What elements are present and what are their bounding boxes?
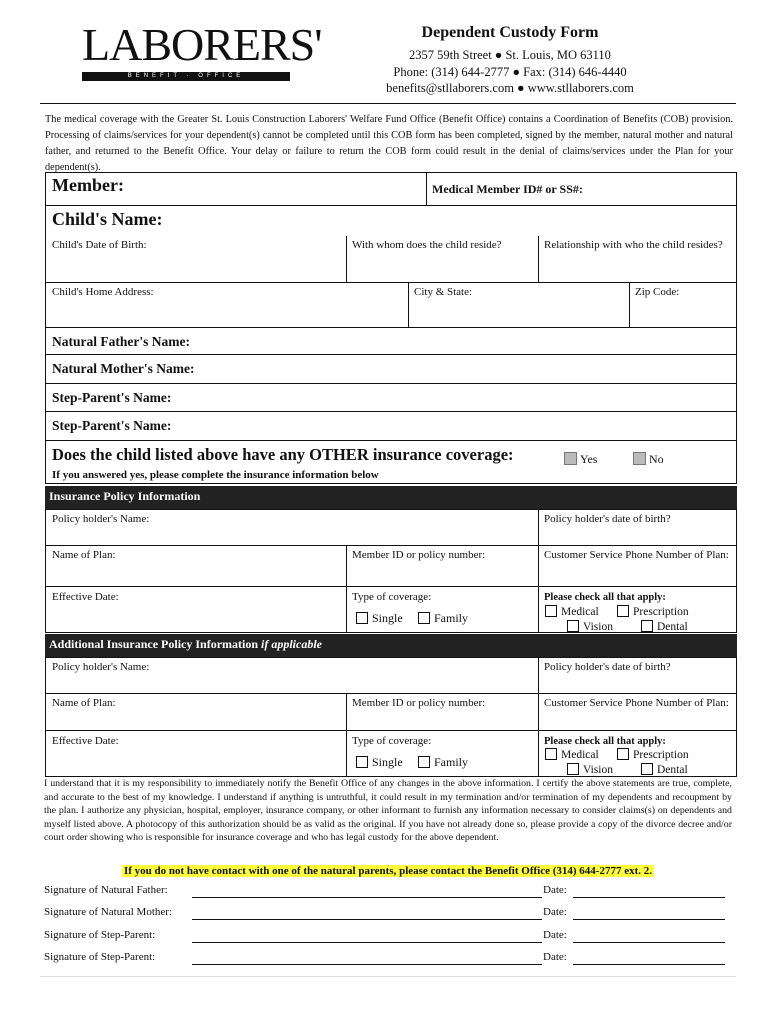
city-state-field[interactable]: City & State:	[414, 286, 473, 298]
policy-1-check-all-label: Please check all that apply:	[544, 592, 666, 603]
policy-1-plan-field[interactable]: Name of Plan:	[52, 549, 116, 561]
dental-checkbox[interactable]	[641, 620, 653, 632]
policy-1-holder-dob-field[interactable]: Policy holder's date of birth?	[544, 513, 671, 525]
policy-1-cs-phone-field[interactable]: Customer Service Phone Number of Plan:	[544, 549, 729, 561]
yes-option[interactable]	[560, 450, 601, 469]
father-signature-label: Signature of Natural Father:	[44, 884, 168, 896]
single-label: Single	[372, 611, 403, 625]
policy-2-cs-phone-field[interactable]: Customer Service Phone Number of Plan:	[544, 697, 729, 709]
policy-1-coverage-type-label: Type of coverage:	[352, 591, 432, 603]
footer-divider	[40, 976, 736, 977]
policy-2-holder-dob-field[interactable]: Policy holder's date of birth?	[544, 661, 671, 673]
mother-signature-label: Signature of Natural Mother:	[44, 906, 172, 918]
natural-father-field[interactable]: Natural Father's Name:	[52, 334, 190, 349]
single-checkbox[interactable]	[356, 756, 368, 768]
contact-note-row	[44, 861, 732, 879]
zip-code-field[interactable]: Zip Code:	[635, 286, 680, 298]
policy-2-family-option[interactable]	[414, 753, 472, 772]
policy-2-effective-date-field[interactable]: Effective Date:	[52, 735, 119, 747]
dental-label: Dental	[657, 764, 688, 776]
dental-label: Dental	[657, 621, 688, 633]
vision-label: Vision	[583, 621, 613, 633]
step-parent-2-signature-label: Signature of Step-Parent:	[44, 951, 156, 963]
vision-checkbox[interactable]	[567, 763, 579, 775]
prescription-label: Prescription	[633, 749, 689, 761]
contact-note: If you do not have contact with one of the natural parents, please contact the Benefit Office (314) 644-2777 ext. 2.	[123, 865, 653, 877]
medical-label: Medical	[561, 606, 599, 618]
policy-2-plan-field[interactable]: Name of Plan:	[52, 697, 116, 709]
single-checkbox[interactable]	[356, 612, 368, 624]
if-yes-instruction: If you answered yes, please complete the insurance information below	[52, 469, 379, 481]
no-option[interactable]	[629, 450, 668, 469]
child-name-field[interactable]: Child's Name:	[52, 209, 163, 229]
logo-subtitle: BENEFIT · OFFICE	[82, 72, 290, 81]
mother-signature-line[interactable]	[192, 919, 542, 920]
step-parent-2-date-label: Date:	[543, 951, 567, 963]
policy-2-single-option[interactable]	[352, 753, 407, 772]
policy-1-effective-date-field[interactable]: Effective Date:	[52, 591, 119, 603]
vision-label: Vision	[583, 764, 613, 776]
home-address-field[interactable]: Child's Home Address:	[52, 286, 154, 298]
mother-date-line[interactable]	[573, 919, 725, 920]
member-field[interactable]: Member:	[52, 175, 124, 195]
dental-checkbox[interactable]	[641, 763, 653, 775]
medical-checkbox[interactable]	[545, 748, 557, 760]
step-parent-1-signature-label: Signature of Step-Parent:	[44, 929, 156, 941]
other-insurance-question: Does the child listed above have any OTHER insurance coverage:	[52, 445, 514, 464]
prescription-label: Prescription	[633, 606, 689, 618]
logo-text: LABORERS'	[82, 19, 322, 70]
prescription-checkbox[interactable]	[617, 748, 629, 760]
family-label: Family	[434, 755, 469, 769]
policy-2-header	[45, 634, 737, 657]
laborers-logo	[82, 19, 322, 82]
child-dob-field[interactable]: Child's Date of Birth:	[52, 239, 147, 251]
header-divider	[40, 103, 736, 104]
policy-1-family-option[interactable]	[414, 609, 472, 628]
medical-checkbox[interactable]	[545, 605, 557, 617]
step-parent-1-field[interactable]: Step-Parent's Name:	[52, 390, 172, 405]
policy-1-title: Insurance Policy Information	[49, 489, 201, 503]
yes-checkbox[interactable]	[564, 452, 577, 465]
form-title: Dependent Custody Form	[421, 24, 599, 41]
policy-2-holder-field[interactable]: Policy holder's Name:	[52, 661, 150, 673]
office-phone-fax: Phone: (314) 644-2777 ● Fax: (314) 646-4440	[393, 65, 627, 79]
mother-date-label: Date:	[543, 906, 567, 918]
step-parent-2-date-line[interactable]	[573, 964, 725, 965]
policy-1-holder-field[interactable]: Policy holder's Name:	[52, 513, 150, 525]
policy-2-member-id-field[interactable]: Member ID or policy number:	[352, 697, 486, 709]
office-email-web: benefits@stllaborers.com ● www.stllaborers.com	[386, 81, 634, 95]
step-parent-2-field[interactable]: Step-Parent's Name:	[52, 418, 172, 433]
single-label: Single	[372, 755, 403, 769]
policy-1-member-id-field[interactable]: Member ID or policy number:	[352, 549, 486, 561]
certification-paragraph: I understand that it is my responsibility to immediately notify the Benefit Office of any changes in the above information. I certify the above statements are true, complete, and accurate to the best of my knowledge. I understand if anything is untruthful, it could result in my termination and/or termination of my dependents and recoupment by the plan. I authorize any physician, hospital, employer, insurance company, or other informant to furnish any information necessary to consider claims(s) on dependents and myself listed above. A photocopy of this authorization should be as valid as the original. If you have not already done so, please provide a copy of the divorce decree and/or court order showing who is responsible for insurance coverage and who has legal custody for the above dependent.	[44, 778, 732, 844]
step-parent-1-date-label: Date:	[543, 929, 567, 941]
member-id-field[interactable]: Medical Member ID# or SS#:	[432, 182, 583, 196]
step-parent-2-signature-line[interactable]	[192, 964, 542, 965]
reside-with-field[interactable]: With whom does the child reside?	[352, 239, 502, 251]
father-date-label: Date:	[543, 884, 567, 896]
family-label: Family	[434, 611, 469, 625]
office-address: 2357 59th Street ● St. Louis, MO 63110	[409, 48, 611, 62]
father-date-line[interactable]	[573, 897, 725, 898]
policy-1-header	[45, 486, 737, 509]
policy-2-title-suffix: if applicable	[261, 637, 322, 651]
policy-2-check-all-label: Please check all that apply:	[544, 736, 666, 747]
intro-paragraph: The medical coverage with the Greater St. Louis Construction Laborers' Welfare Fund Office (Benefit Office) contains a Coordination of Benefits (COB) provision. Processing of claims/services for your dependent(s) cannot be completed until this COB form has been completed, signed by the member, natural mother and natural father, and returned to the Benefit Office. Your delay or failure to return the COB form could result in the denial of claims/services under the Plan for your dependent(s).	[45, 114, 733, 173]
natural-mother-field[interactable]: Natural Mother's Name:	[52, 361, 195, 376]
policy-2-coverage-type-label: Type of coverage:	[352, 735, 432, 747]
vision-checkbox[interactable]	[567, 620, 579, 632]
no-checkbox[interactable]	[633, 452, 646, 465]
medical-label: Medical	[561, 749, 599, 761]
step-parent-1-date-line[interactable]	[573, 942, 725, 943]
prescription-checkbox[interactable]	[617, 605, 629, 617]
policy-1-single-option[interactable]	[352, 609, 407, 628]
no-label: No	[649, 452, 664, 466]
relationship-field[interactable]: Relationship with who the child resides?	[544, 239, 723, 251]
father-signature-line[interactable]	[192, 897, 542, 898]
step-parent-1-signature-line[interactable]	[192, 942, 542, 943]
family-checkbox[interactable]	[418, 612, 430, 624]
yes-label: Yes	[580, 452, 598, 466]
family-checkbox[interactable]	[418, 756, 430, 768]
policy-2-title: Additional Insurance Policy Information	[49, 637, 259, 651]
